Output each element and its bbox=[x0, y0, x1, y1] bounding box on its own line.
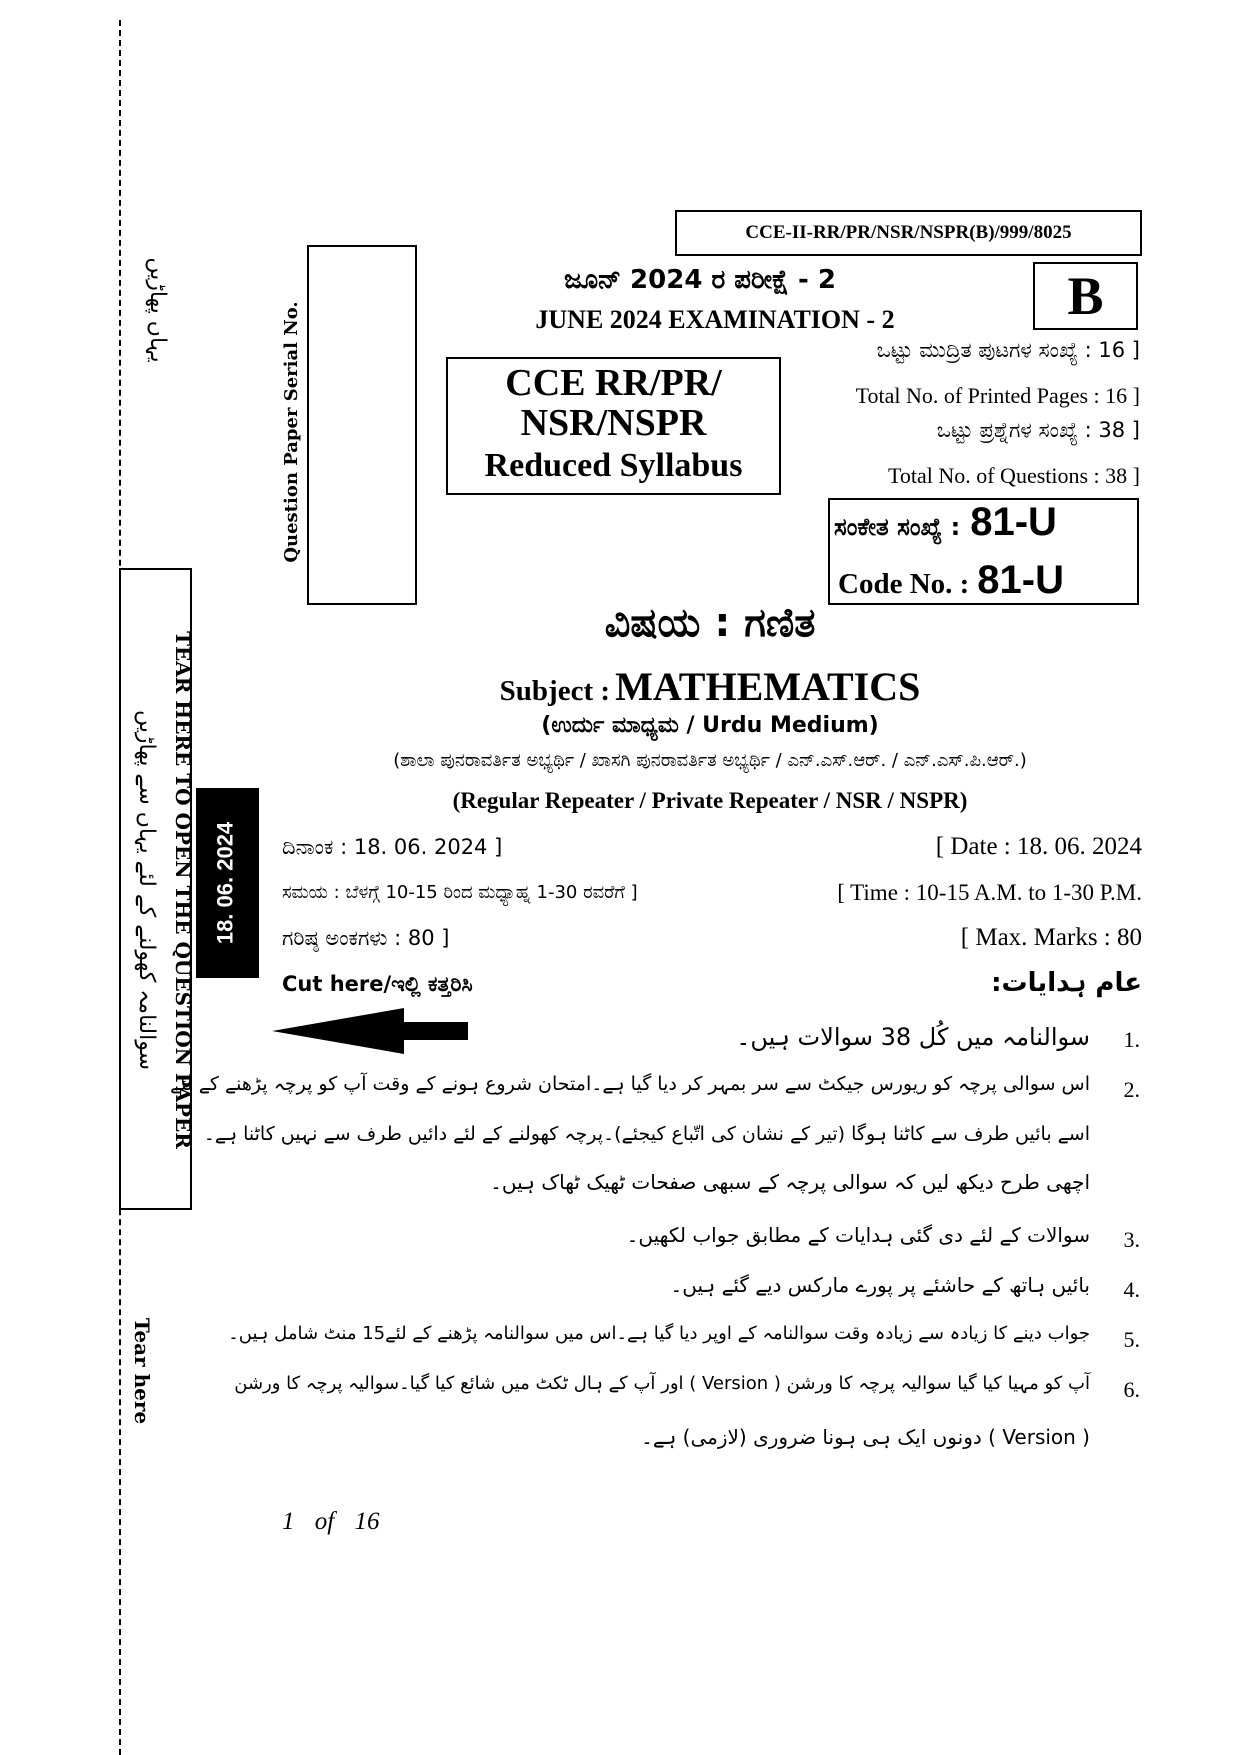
cce-line-3: Reduced Syllabus bbox=[484, 447, 743, 484]
code-kannada-row bbox=[834, 500, 1134, 545]
version-letter: B bbox=[1067, 266, 1104, 326]
instruction-3-line-1: سوالات کے لئے دی گئی ہدایات کے مطابق جواب لکھیں۔ bbox=[626, 1223, 1090, 1247]
candidates-english: (Regular Repeater / Private Repeater / NSR / NSPR) bbox=[452, 788, 968, 813]
instruction-5-number: 5. bbox=[1123, 1327, 1140, 1352]
tear-here-urdu: سوالنامہ کھولنے کے لئے یہاں سے پھاڑیں bbox=[134, 709, 159, 1071]
instruction-6-line-2: ( Version ) دونوں ایک ہی ہونا ضروری (لازمی) ہے۔ bbox=[641, 1425, 1090, 1449]
instruction-3-number: 3. bbox=[1123, 1227, 1140, 1252]
marks-english: [ Max. Marks : 80 bbox=[960, 924, 1142, 951]
serial-number-box bbox=[307, 245, 417, 605]
instruction-2-line-3: اچھی طرح دیکھ لیں کہ سوالی پرچہ کے سبھی صفحات ٹھیک ٹھاک ہیں۔ bbox=[490, 1170, 1090, 1194]
date-badge-text: 18. 06. 2024 bbox=[212, 821, 238, 945]
questions-kannada: ಒಟ್ಟು ಪ್ರಶ್ನೆಗಳ ಸಂಖ್ಯೆ : 38 ] bbox=[936, 418, 1140, 442]
instruction-4-number: 4. bbox=[1123, 1277, 1140, 1302]
instruction-6-line-1: آپ کو مہیا کیا گیا سوالیہ پرچہ کا ورشن ( Version ) اور آپ کے ہال ٹکٹ میں شائع کیا گیا۔سوالیہ پرچہ کا ورشن bbox=[234, 1373, 1090, 1394]
date-english: [ Date : 18. 06. 2024 bbox=[935, 833, 1142, 860]
exam-title-english: JUNE 2024 EXAMINATION - 2 bbox=[535, 305, 895, 334]
date-badge bbox=[196, 788, 259, 978]
exam-title-kannada: ಜೂನ್ 2024 ರ ಪರೀಕ್ಷೆ - 2 bbox=[564, 265, 836, 295]
code-kannada-value: 81-U bbox=[970, 500, 1057, 544]
tear-here-bottom: Tear here bbox=[130, 1317, 154, 1425]
left-arrow-icon bbox=[272, 1006, 472, 1056]
questions-english: Total No. of Questions : 38 ] bbox=[887, 463, 1140, 488]
candidates-kannada: (ಶಾಲಾ ಪುನರಾವರ್ತಿತ ಅಭ್ಯರ್ಥಿ / ಖಾಸಗಿ ಪುನರಾವರ್ತಿತ ಅಭ್ಯರ್ಥಿ / ಎನ್.ಎಸ್.ಆರ್. / ಎನ್.ಎಸ್.ಪಿ.ಆರ್.) bbox=[393, 750, 1027, 771]
time-kannada: ಸಮಯ : ಬೆಳಗ್ಗೆ 10-15 ರಿಂದ ಮಧ್ಯಾಹ್ನ 1-30 ರವರೆಗೆ ] bbox=[282, 882, 638, 903]
serial-number-label: Question Paper Serial No. bbox=[281, 301, 302, 563]
instruction-1-line-1: سوالنامہ میں کُل 38 سوالات ہیں۔ bbox=[736, 1023, 1090, 1051]
cut-here-label: Cut here/ಇಲ್ಲಿ ಕತ್ತರಿಸಿ bbox=[282, 972, 473, 996]
medium: (ಉರ್ದು ಮಾಧ್ಯಮ / Urdu Medium) bbox=[541, 713, 879, 738]
instruction-4-line-1: بائیں ہاتھ کے حاشئے پر پورے مارکس دیے گئے ہیں۔ bbox=[670, 1273, 1090, 1297]
code-english-label: Code No. : bbox=[838, 568, 970, 600]
instruction-5-line-1: جواب دینے کا زیادہ سے زیادہ وقت سوالنامہ کے اوپر دیا گیا ہے۔اس میں سوالنامہ پڑھنے کے لئے15 منٹ شامل ہیں۔ bbox=[228, 1323, 1090, 1344]
cce-line-1: CCE RR/PR/ bbox=[505, 362, 722, 404]
instructions-heading: عام ہدایات: bbox=[991, 968, 1142, 998]
code-kannada-label: ಸಂಕೇತ ಸಂಖ್ಯೆ : bbox=[834, 513, 961, 541]
instruction-2-number: 2. bbox=[1123, 1077, 1140, 1102]
version-box bbox=[1033, 262, 1138, 330]
urdu-tear-top-label: یہاں پھاڑیں bbox=[145, 257, 170, 363]
cce-box bbox=[446, 357, 781, 495]
subject-english-label: Subject : bbox=[499, 675, 611, 707]
marks-kannada: ಗರಿಷ್ಠ ಅಂಕಗಳು : 80 ] bbox=[282, 926, 450, 950]
code-english-row bbox=[838, 558, 1138, 603]
cce-line-2: NSR/NSPR bbox=[520, 402, 707, 444]
page-current: 1 bbox=[282, 1508, 295, 1535]
page-of: of bbox=[314, 1508, 335, 1535]
time-english: [ Time : 10-15 A.M. to 1-30 P.M. bbox=[837, 880, 1142, 905]
subject-english-value: MATHEMATICS bbox=[615, 664, 921, 709]
tear-here-english: TEAR HERE TO OPEN THE QUESTION PAPER bbox=[171, 631, 195, 1149]
date-kannada: ದಿನಾಂಕ : 18. 06. 2024 ] bbox=[282, 835, 503, 859]
subject-english-row bbox=[400, 663, 1020, 710]
paper-code: CCE-II-RR/PR/NSR/NSPR(B)/999/8025 bbox=[745, 222, 1072, 243]
paper-code-box bbox=[675, 210, 1142, 256]
instruction-1-number: 1. bbox=[1123, 1027, 1140, 1052]
pages-kannada: ಒಟ್ಟು ಮುದ್ರಿತ ಪುಟಗಳ ಸಂಖ್ಯೆ : 16 ] bbox=[876, 338, 1140, 362]
code-english-value: 81-U bbox=[977, 558, 1064, 602]
instruction-2-line-2: اسے بائیں طرف سے کاٹنا ہوگا (تیر کے نشان کی اتّباع کیجئے)۔پرچہ کھولنے کے لئے دائیں طرف سے نہیں کاٹنا ہے۔ bbox=[203, 1123, 1090, 1145]
pages-english: Total No. of Printed Pages : 16 ] bbox=[855, 383, 1140, 408]
instruction-2-line-1: اس سوالی پرچہ کو ریورس جیکٹ سے سر بمہر کر دیا گیا ہے۔امتحان شروع ہونے کے وقت آپ کو پرچہ پڑھنے کے لئے bbox=[170, 1073, 1090, 1095]
subject-kannada: ವಿಷಯ : ಗಣಿತ bbox=[604, 600, 816, 646]
instruction-6-number: 6. bbox=[1123, 1377, 1140, 1402]
page-total: 16 bbox=[354, 1508, 380, 1535]
page-footer bbox=[282, 1508, 379, 1536]
